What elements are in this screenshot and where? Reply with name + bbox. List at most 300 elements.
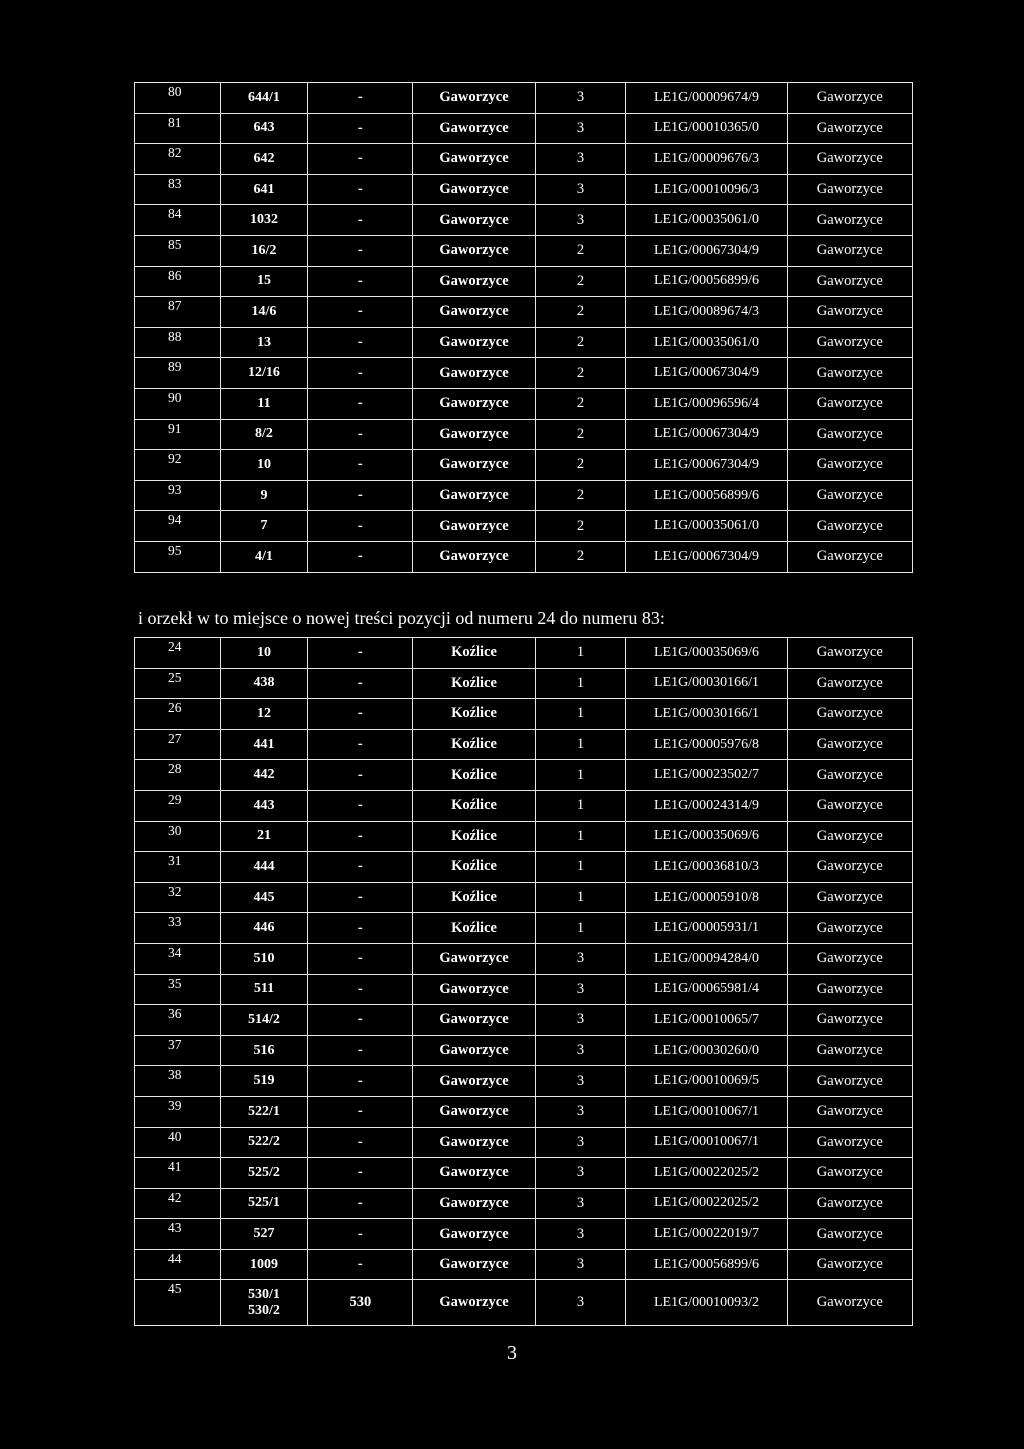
land-register-number: LE1G/00056899/6	[626, 266, 787, 297]
parcel-number: 525/2	[220, 1158, 308, 1189]
precinct-name: Gaworzyce	[413, 943, 535, 974]
previous-parcel: -	[308, 821, 413, 852]
precinct-name: Gaworzyce	[413, 174, 535, 205]
precinct-name: Koźlice	[413, 821, 535, 852]
previous-parcel: -	[308, 638, 413, 669]
map-sheet: 1	[535, 729, 626, 760]
municipality: Gaworzyce	[787, 1127, 912, 1158]
land-register-number: LE1G/00022019/7	[626, 1219, 787, 1250]
map-sheet: 3	[535, 1096, 626, 1127]
parcel-number: 445	[220, 882, 308, 913]
parcel-number: 514/2	[220, 1005, 308, 1036]
map-sheet: 3	[535, 1280, 626, 1326]
map-sheet: 1	[535, 638, 626, 669]
table-row	[135, 1005, 913, 1036]
previous-parcel: -	[308, 235, 413, 266]
municipality: Gaworzyce	[787, 913, 912, 944]
municipality: Gaworzyce	[787, 1005, 912, 1036]
municipality: Gaworzyce	[787, 974, 912, 1005]
table-row	[135, 1249, 913, 1280]
previous-parcel: -	[308, 113, 413, 144]
municipality: Gaworzyce	[787, 419, 912, 450]
table-row	[135, 1127, 913, 1158]
table-row	[135, 83, 913, 114]
map-sheet: 3	[535, 1035, 626, 1066]
row-number: 93	[135, 480, 221, 511]
parcel-number: 511	[220, 974, 308, 1005]
municipality: Gaworzyce	[787, 1249, 912, 1280]
parcel-number: 1032	[220, 205, 308, 236]
table-row	[135, 790, 913, 821]
precinct-name: Gaworzyce	[413, 450, 535, 481]
precinct-name: Koźlice	[413, 852, 535, 883]
land-register-number: LE1G/00023502/7	[626, 760, 787, 791]
row-number: 41	[135, 1158, 221, 1189]
parcel-number: 522/1	[220, 1096, 308, 1127]
precinct-name: Gaworzyce	[413, 1158, 535, 1189]
row-number: 44	[135, 1249, 221, 1280]
land-register-number: LE1G/00035061/0	[626, 511, 787, 542]
table-row	[135, 327, 913, 358]
table-row	[135, 760, 913, 791]
municipality: Gaworzyce	[787, 729, 912, 760]
precinct-name: Gaworzyce	[413, 1096, 535, 1127]
previous-parcel: -	[308, 83, 413, 114]
land-register-number: LE1G/00010093/2	[626, 1280, 787, 1326]
municipality: Gaworzyce	[787, 297, 912, 328]
previous-parcel: -	[308, 790, 413, 821]
parcel-number: 9	[220, 480, 308, 511]
parcel-number: 441	[220, 729, 308, 760]
row-number: 26	[135, 699, 221, 730]
municipality: Gaworzyce	[787, 174, 912, 205]
land-register-number: LE1G/00010065/7	[626, 1005, 787, 1036]
previous-parcel: -	[308, 419, 413, 450]
map-sheet: 3	[535, 1158, 626, 1189]
map-sheet: 3	[535, 943, 626, 974]
row-number: 40	[135, 1127, 221, 1158]
precinct-name: Gaworzyce	[413, 1035, 535, 1066]
municipality: Gaworzyce	[787, 83, 912, 114]
municipality: Gaworzyce	[787, 480, 912, 511]
municipality: Gaworzyce	[787, 821, 912, 852]
table-row	[135, 297, 913, 328]
parcel-number: 438	[220, 668, 308, 699]
previous-parcel: -	[308, 1005, 413, 1036]
row-number: 82	[135, 144, 221, 175]
table-row	[135, 1035, 913, 1066]
previous-parcel: -	[308, 266, 413, 297]
parcel-number: 525/1	[220, 1188, 308, 1219]
row-number: 83	[135, 174, 221, 205]
precinct-name: Koźlice	[413, 638, 535, 669]
municipality: Gaworzyce	[787, 388, 912, 419]
previous-parcel: -	[308, 480, 413, 511]
table-body	[135, 83, 913, 573]
parcel-number: 519	[220, 1066, 308, 1097]
parcel-number: 1009	[220, 1249, 308, 1280]
row-number: 89	[135, 358, 221, 389]
table-row	[135, 174, 913, 205]
previous-parcel: -	[308, 1127, 413, 1158]
map-sheet: 3	[535, 1127, 626, 1158]
map-sheet: 3	[535, 974, 626, 1005]
map-sheet: 3	[535, 83, 626, 114]
municipality: Gaworzyce	[787, 327, 912, 358]
table-row	[135, 1096, 913, 1127]
precinct-name: Gaworzyce	[413, 113, 535, 144]
municipality: Gaworzyce	[787, 450, 912, 481]
land-register-number: LE1G/00010067/1	[626, 1127, 787, 1158]
row-number: 92	[135, 450, 221, 481]
parcel-number: 15	[220, 266, 308, 297]
table-row	[135, 852, 913, 883]
previous-parcel: -	[308, 450, 413, 481]
municipality: Gaworzyce	[787, 638, 912, 669]
land-register-number: LE1G/00022025/2	[626, 1158, 787, 1189]
municipality: Gaworzyce	[787, 113, 912, 144]
map-sheet: 1	[535, 760, 626, 791]
map-sheet: 2	[535, 358, 626, 389]
municipality: Gaworzyce	[787, 699, 912, 730]
row-number: 35	[135, 974, 221, 1005]
parcel-number: 7	[220, 511, 308, 542]
row-number: 80	[135, 83, 221, 114]
map-sheet: 1	[535, 852, 626, 883]
precinct-name: Gaworzyce	[413, 1249, 535, 1280]
table-row	[135, 943, 913, 974]
map-sheet: 2	[535, 327, 626, 358]
table-row	[135, 541, 913, 572]
municipality: Gaworzyce	[787, 358, 912, 389]
map-sheet: 1	[535, 699, 626, 730]
row-number: 27	[135, 729, 221, 760]
previous-parcel: -	[308, 541, 413, 572]
table-row	[135, 113, 913, 144]
intro-text: i orzekł w to miejsce o nowej treści pozycji od numeru 24 do numeru 83:	[138, 608, 665, 628]
row-number: 39	[135, 1096, 221, 1127]
parcel-number: 443	[220, 790, 308, 821]
previous-parcel: -	[308, 760, 413, 791]
table-row	[135, 205, 913, 236]
parcel-number-line: 530/2	[248, 1302, 280, 1318]
precinct-name: Gaworzyce	[413, 1127, 535, 1158]
land-register-number: LE1G/00010365/0	[626, 113, 787, 144]
map-sheet: 1	[535, 668, 626, 699]
map-sheet: 2	[535, 388, 626, 419]
map-sheet: 2	[535, 450, 626, 481]
row-number: 85	[135, 235, 221, 266]
municipality: Gaworzyce	[787, 1035, 912, 1066]
row-number: 24	[135, 638, 221, 669]
land-register-number: LE1G/00009674/9	[626, 83, 787, 114]
previous-parcel: -	[308, 358, 413, 389]
precinct-name: Koźlice	[413, 882, 535, 913]
parcel-number: 644/1	[220, 83, 308, 114]
table-row	[135, 913, 913, 944]
municipality: Gaworzyce	[787, 1066, 912, 1097]
land-register-number: LE1G/00005910/8	[626, 882, 787, 913]
row-number: 91	[135, 419, 221, 450]
land-register-number: LE1G/00067304/9	[626, 419, 787, 450]
parcel-number: 446	[220, 913, 308, 944]
parcel-number: 14/6	[220, 297, 308, 328]
previous-parcel: -	[308, 852, 413, 883]
map-sheet: 1	[535, 882, 626, 913]
previous-parcel: -	[308, 913, 413, 944]
previous-parcel: -	[308, 1035, 413, 1066]
previous-parcel: -	[308, 144, 413, 175]
precinct-name: Koźlice	[413, 729, 535, 760]
previous-parcel: -	[308, 882, 413, 913]
land-register-number: LE1G/00030166/1	[626, 699, 787, 730]
precinct-name: Koźlice	[413, 913, 535, 944]
row-number: 95	[135, 541, 221, 572]
parcel-number: 527	[220, 1219, 308, 1250]
table-row	[135, 450, 913, 481]
table-row	[135, 266, 913, 297]
parcel-number: 12	[220, 699, 308, 730]
table-row	[135, 419, 913, 450]
parcel-number: 642	[220, 144, 308, 175]
parcel-table-continued	[134, 82, 913, 573]
precinct-name: Gaworzyce	[413, 205, 535, 236]
parcel-number: 522/2	[220, 1127, 308, 1158]
row-number: 34	[135, 943, 221, 974]
page-number: 3	[507, 1342, 517, 1364]
row-number: 81	[135, 113, 221, 144]
land-register-number: LE1G/00022025/2	[626, 1188, 787, 1219]
map-sheet: 1	[535, 790, 626, 821]
precinct-name: Gaworzyce	[413, 235, 535, 266]
previous-parcel: -	[308, 974, 413, 1005]
precinct-name: Gaworzyce	[413, 541, 535, 572]
table-row	[135, 974, 913, 1005]
previous-parcel: -	[308, 174, 413, 205]
municipality: Gaworzyce	[787, 144, 912, 175]
parcel-number-line: 530/1	[248, 1286, 280, 1302]
precinct-name: Gaworzyce	[413, 1188, 535, 1219]
table-row	[135, 668, 913, 699]
parcel-number: 442	[220, 760, 308, 791]
map-sheet: 3	[535, 1188, 626, 1219]
table-row	[135, 882, 913, 913]
precinct-name: Gaworzyce	[413, 297, 535, 328]
precinct-name: Koźlice	[413, 790, 535, 821]
municipality: Gaworzyce	[787, 790, 912, 821]
municipality: Gaworzyce	[787, 668, 912, 699]
row-number: 87	[135, 297, 221, 328]
municipality: Gaworzyce	[787, 511, 912, 542]
land-register-number: LE1G/00036810/3	[626, 852, 787, 883]
row-number: 90	[135, 388, 221, 419]
land-register-number: LE1G/00067304/9	[626, 450, 787, 481]
row-number: 38	[135, 1066, 221, 1097]
precinct-name: Gaworzyce	[413, 1005, 535, 1036]
precinct-name: Gaworzyce	[413, 480, 535, 511]
land-register-number: LE1G/00035061/0	[626, 205, 787, 236]
table-row	[135, 729, 913, 760]
map-sheet: 3	[535, 205, 626, 236]
land-register-number: LE1G/00067304/9	[626, 541, 787, 572]
table-row	[135, 1280, 913, 1326]
land-register-number: LE1G/00009676/3	[626, 144, 787, 175]
precinct-name: Gaworzyce	[413, 266, 535, 297]
table-body	[135, 638, 913, 1326]
municipality: Gaworzyce	[787, 266, 912, 297]
precinct-name: Gaworzyce	[413, 511, 535, 542]
parcel-number: 10	[220, 638, 308, 669]
previous-parcel: -	[308, 729, 413, 760]
precinct-name: Gaworzyce	[413, 388, 535, 419]
parcel-number: 641	[220, 174, 308, 205]
previous-parcel: -	[308, 943, 413, 974]
map-sheet: 1	[535, 913, 626, 944]
precinct-name: Gaworzyce	[413, 1280, 535, 1326]
table-row	[135, 388, 913, 419]
row-number: 86	[135, 266, 221, 297]
row-number: 32	[135, 882, 221, 913]
map-sheet: 3	[535, 1066, 626, 1097]
municipality: Gaworzyce	[787, 1280, 912, 1326]
parcel-number: 4/1	[220, 541, 308, 572]
land-register-number: LE1G/00065981/4	[626, 974, 787, 1005]
municipality: Gaworzyce	[787, 760, 912, 791]
municipality: Gaworzyce	[787, 541, 912, 572]
map-sheet: 2	[535, 480, 626, 511]
map-sheet: 1	[535, 821, 626, 852]
precinct-name: Koźlice	[413, 699, 535, 730]
precinct-name: Gaworzyce	[413, 83, 535, 114]
map-sheet: 2	[535, 419, 626, 450]
land-register-number: LE1G/00010096/3	[626, 174, 787, 205]
land-register-number: LE1G/00005976/8	[626, 729, 787, 760]
previous-parcel: -	[308, 699, 413, 730]
row-number: 43	[135, 1219, 221, 1250]
table-row	[135, 480, 913, 511]
map-sheet: 2	[535, 235, 626, 266]
land-register-number: LE1G/00035069/6	[626, 821, 787, 852]
land-register-number: LE1G/00010067/1	[626, 1096, 787, 1127]
precinct-name: Gaworzyce	[413, 358, 535, 389]
parcel-number	[220, 1280, 308, 1326]
precinct-name: Gaworzyce	[413, 1219, 535, 1250]
table-row	[135, 638, 913, 669]
parcel-table-new	[134, 637, 913, 1326]
parcel-number: 16/2	[220, 235, 308, 266]
parcel-number: 10	[220, 450, 308, 481]
municipality: Gaworzyce	[787, 882, 912, 913]
land-register-number: LE1G/00067304/9	[626, 235, 787, 266]
municipality: Gaworzyce	[787, 1219, 912, 1250]
parcel-number: 11	[220, 388, 308, 419]
precinct-name: Koźlice	[413, 760, 535, 791]
row-number: 88	[135, 327, 221, 358]
previous-parcel: -	[308, 1096, 413, 1127]
land-register-number: LE1G/00096596/4	[626, 388, 787, 419]
table-row	[135, 235, 913, 266]
table-row	[135, 1219, 913, 1250]
map-sheet: 2	[535, 541, 626, 572]
municipality: Gaworzyce	[787, 943, 912, 974]
table-row	[135, 699, 913, 730]
previous-parcel: 530	[308, 1280, 413, 1326]
land-register-number: LE1G/00056899/6	[626, 480, 787, 511]
previous-parcel: -	[308, 511, 413, 542]
previous-parcel: -	[308, 668, 413, 699]
table-row	[135, 821, 913, 852]
row-number: 29	[135, 790, 221, 821]
land-register-number: LE1G/00035069/6	[626, 638, 787, 669]
municipality: Gaworzyce	[787, 1096, 912, 1127]
parcel-number: 8/2	[220, 419, 308, 450]
land-register-number: LE1G/00005931/1	[626, 913, 787, 944]
municipality: Gaworzyce	[787, 852, 912, 883]
row-number: 94	[135, 511, 221, 542]
previous-parcel: -	[308, 1249, 413, 1280]
map-sheet: 2	[535, 297, 626, 328]
table-row	[135, 1188, 913, 1219]
previous-parcel: -	[308, 327, 413, 358]
table-row	[135, 1066, 913, 1097]
table-row	[135, 358, 913, 389]
table-row	[135, 1158, 913, 1189]
previous-parcel: -	[308, 205, 413, 236]
map-sheet: 3	[535, 1249, 626, 1280]
land-register-number: LE1G/00030166/1	[626, 668, 787, 699]
municipality: Gaworzyce	[787, 205, 912, 236]
map-sheet: 2	[535, 511, 626, 542]
row-number: 25	[135, 668, 221, 699]
municipality: Gaworzyce	[787, 1158, 912, 1189]
precinct-name: Gaworzyce	[413, 327, 535, 358]
map-sheet: 3	[535, 1005, 626, 1036]
parcel-number: 510	[220, 943, 308, 974]
municipality: Gaworzyce	[787, 1188, 912, 1219]
row-number: 30	[135, 821, 221, 852]
land-register-number: LE1G/00030260/0	[626, 1035, 787, 1066]
previous-parcel: -	[308, 297, 413, 328]
land-register-number: LE1G/00089674/3	[626, 297, 787, 328]
row-number: 33	[135, 913, 221, 944]
map-sheet: 3	[535, 144, 626, 175]
precinct-name: Gaworzyce	[413, 1066, 535, 1097]
parcel-number: 13	[220, 327, 308, 358]
table-row	[135, 511, 913, 542]
map-sheet: 3	[535, 113, 626, 144]
map-sheet: 3	[535, 1219, 626, 1250]
row-number: 28	[135, 760, 221, 791]
map-sheet: 3	[535, 174, 626, 205]
parcel-number: 516	[220, 1035, 308, 1066]
row-number: 37	[135, 1035, 221, 1066]
parcel-number: 444	[220, 852, 308, 883]
land-register-number: LE1G/00035061/0	[626, 327, 787, 358]
land-register-number: LE1G/00067304/9	[626, 358, 787, 389]
precinct-name: Koźlice	[413, 668, 535, 699]
parcel-number: 12/16	[220, 358, 308, 389]
row-number: 42	[135, 1188, 221, 1219]
row-number: 45	[135, 1280, 221, 1326]
previous-parcel: -	[308, 388, 413, 419]
precinct-name: Gaworzyce	[413, 974, 535, 1005]
previous-parcel: -	[308, 1066, 413, 1097]
precinct-name: Gaworzyce	[413, 419, 535, 450]
municipality: Gaworzyce	[787, 235, 912, 266]
land-register-number: LE1G/00010069/5	[626, 1066, 787, 1097]
previous-parcel: -	[308, 1219, 413, 1250]
precinct-name: Gaworzyce	[413, 144, 535, 175]
